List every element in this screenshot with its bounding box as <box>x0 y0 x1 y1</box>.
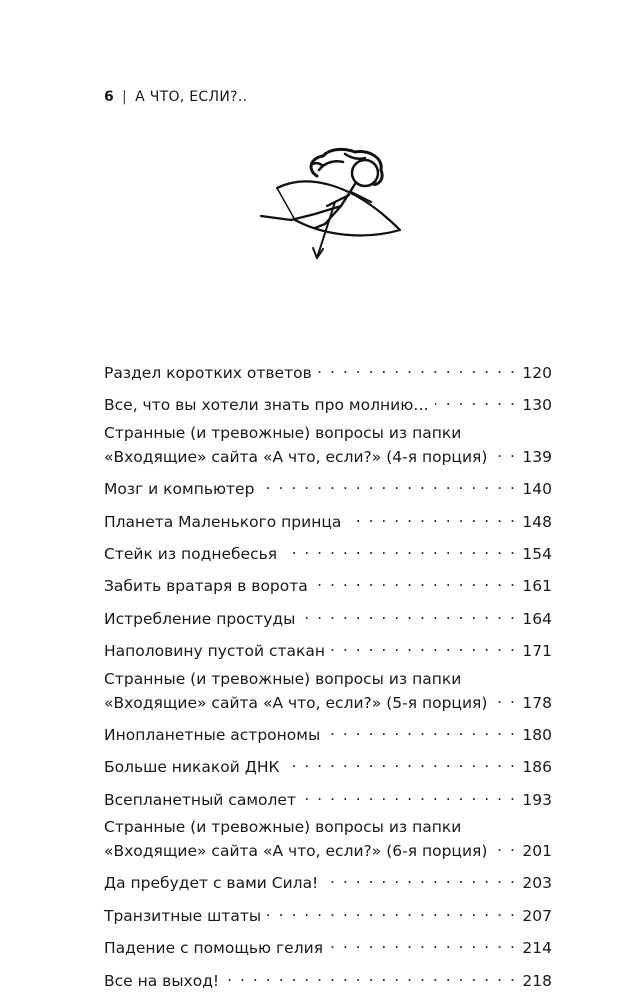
dot-leader <box>260 475 516 494</box>
dot-leader <box>324 869 516 888</box>
toc-entry-title: Мозг и компьютер <box>104 480 255 499</box>
toc-page-number: 161 <box>522 577 552 596</box>
toc-page-number: 203 <box>522 874 552 893</box>
toc-page-number: 186 <box>522 758 552 777</box>
dot-leader <box>493 837 516 856</box>
toc-entry <box>104 818 552 861</box>
toc-entry-title: Падение с помощью гелия <box>104 939 324 958</box>
dot-leader <box>329 934 516 953</box>
toc-entry-title: Стейк из поднебесья <box>104 544 278 563</box>
toc-page-number: 130 <box>522 396 552 415</box>
header-separator: | <box>122 89 128 105</box>
dot-leader <box>301 605 516 624</box>
dot-leader <box>286 753 517 772</box>
toc-entry-title: Планета Маленького принца <box>104 512 342 531</box>
toc-entry-title: Транзитные штаты <box>104 906 262 925</box>
archer-stick-figure-illustration <box>255 140 405 270</box>
dot-leader <box>435 391 517 410</box>
toc-page-number: 164 <box>522 609 552 628</box>
toc-entry <box>104 786 552 810</box>
toc-entry-title: Все на выход! <box>104 971 220 990</box>
toc-entry-title: Все, что вы хотели знать про молнию… <box>104 396 429 415</box>
toc-entry <box>104 572 552 596</box>
toc-entry-title: Наполовину пустой стакан <box>104 642 325 661</box>
toc-page-number: 180 <box>522 725 552 744</box>
toc-entry <box>104 475 552 499</box>
toc-entry-title: Странные (и тревожные) вопросы из папки <box>104 423 462 442</box>
toc-entry <box>104 391 552 415</box>
toc-entry-title: «Входящие» сайта «А что, если?» (4-я порция) <box>104 447 488 466</box>
dot-leader <box>493 443 516 462</box>
toc-page-number: 120 <box>522 364 552 382</box>
dot-leader <box>314 572 517 591</box>
toc-entry <box>104 869 552 893</box>
toc-entry <box>104 967 552 991</box>
toc-entry-title: «Входящие» сайта «А что, если?» (5-я порция) <box>104 693 488 712</box>
toc-page-number: 214 <box>522 939 552 958</box>
toc-entry-title: «Входящие» сайта «А что, если?» (6-я порция) <box>104 842 488 861</box>
toc-entry <box>104 540 552 564</box>
toc-entry-title: Больше никакой ДНК <box>104 758 280 777</box>
running-header <box>104 89 247 105</box>
toc-entry-title: Раздел коротких ответов <box>104 364 312 382</box>
toc-entry <box>104 605 552 629</box>
table-of-contents <box>104 359 552 999</box>
toc-entry-title: Всепланетный самолет <box>104 790 296 809</box>
toc-page-number: 178 <box>522 693 552 712</box>
toc-entry-title: Забить вратаря в ворота <box>104 577 308 596</box>
book-title: А ЧТО, ЕСЛИ?.. <box>135 89 248 105</box>
toc-entry <box>104 508 552 532</box>
toc-entry-title: Инопланетные астрономы <box>104 725 321 744</box>
toc-entry <box>104 670 552 713</box>
toc-entry-title: Да пребудет с вами Сила! <box>104 874 319 893</box>
dot-leader <box>225 967 516 986</box>
toc-page-number: 154 <box>522 544 552 563</box>
toc-entry <box>104 637 552 661</box>
toc-entry-title: Странные (и тревожные) вопросы из папки <box>104 669 462 688</box>
toc-page-number: 193 <box>522 790 552 809</box>
toc-page-number: 140 <box>522 480 552 499</box>
toc-entry-title: Истребление простуды <box>104 609 296 628</box>
toc-entry <box>104 934 552 958</box>
dot-leader <box>347 508 516 527</box>
toc-entry <box>104 721 552 745</box>
dot-leader <box>318 359 517 378</box>
dot-leader <box>283 540 516 559</box>
toc-page-number: 148 <box>522 512 552 531</box>
toc-page-number: 207 <box>522 906 552 925</box>
toc-entry <box>104 359 552 383</box>
dot-leader <box>493 689 516 708</box>
dot-leader <box>302 786 516 805</box>
dot-leader <box>331 637 516 656</box>
toc-page-number: 218 <box>522 971 552 990</box>
page-number: 6 <box>104 89 115 105</box>
toc-page-number: 171 <box>522 642 552 661</box>
toc-entry-title: Странные (и тревожные) вопросы из папки <box>104 818 462 837</box>
dot-leader <box>267 902 516 921</box>
toc-entry <box>104 902 552 926</box>
toc-entry <box>104 753 552 777</box>
toc-page-number: 201 <box>522 842 552 861</box>
toc-page-number: 139 <box>522 447 552 466</box>
toc-entry <box>104 424 552 467</box>
dot-leader <box>326 721 516 740</box>
